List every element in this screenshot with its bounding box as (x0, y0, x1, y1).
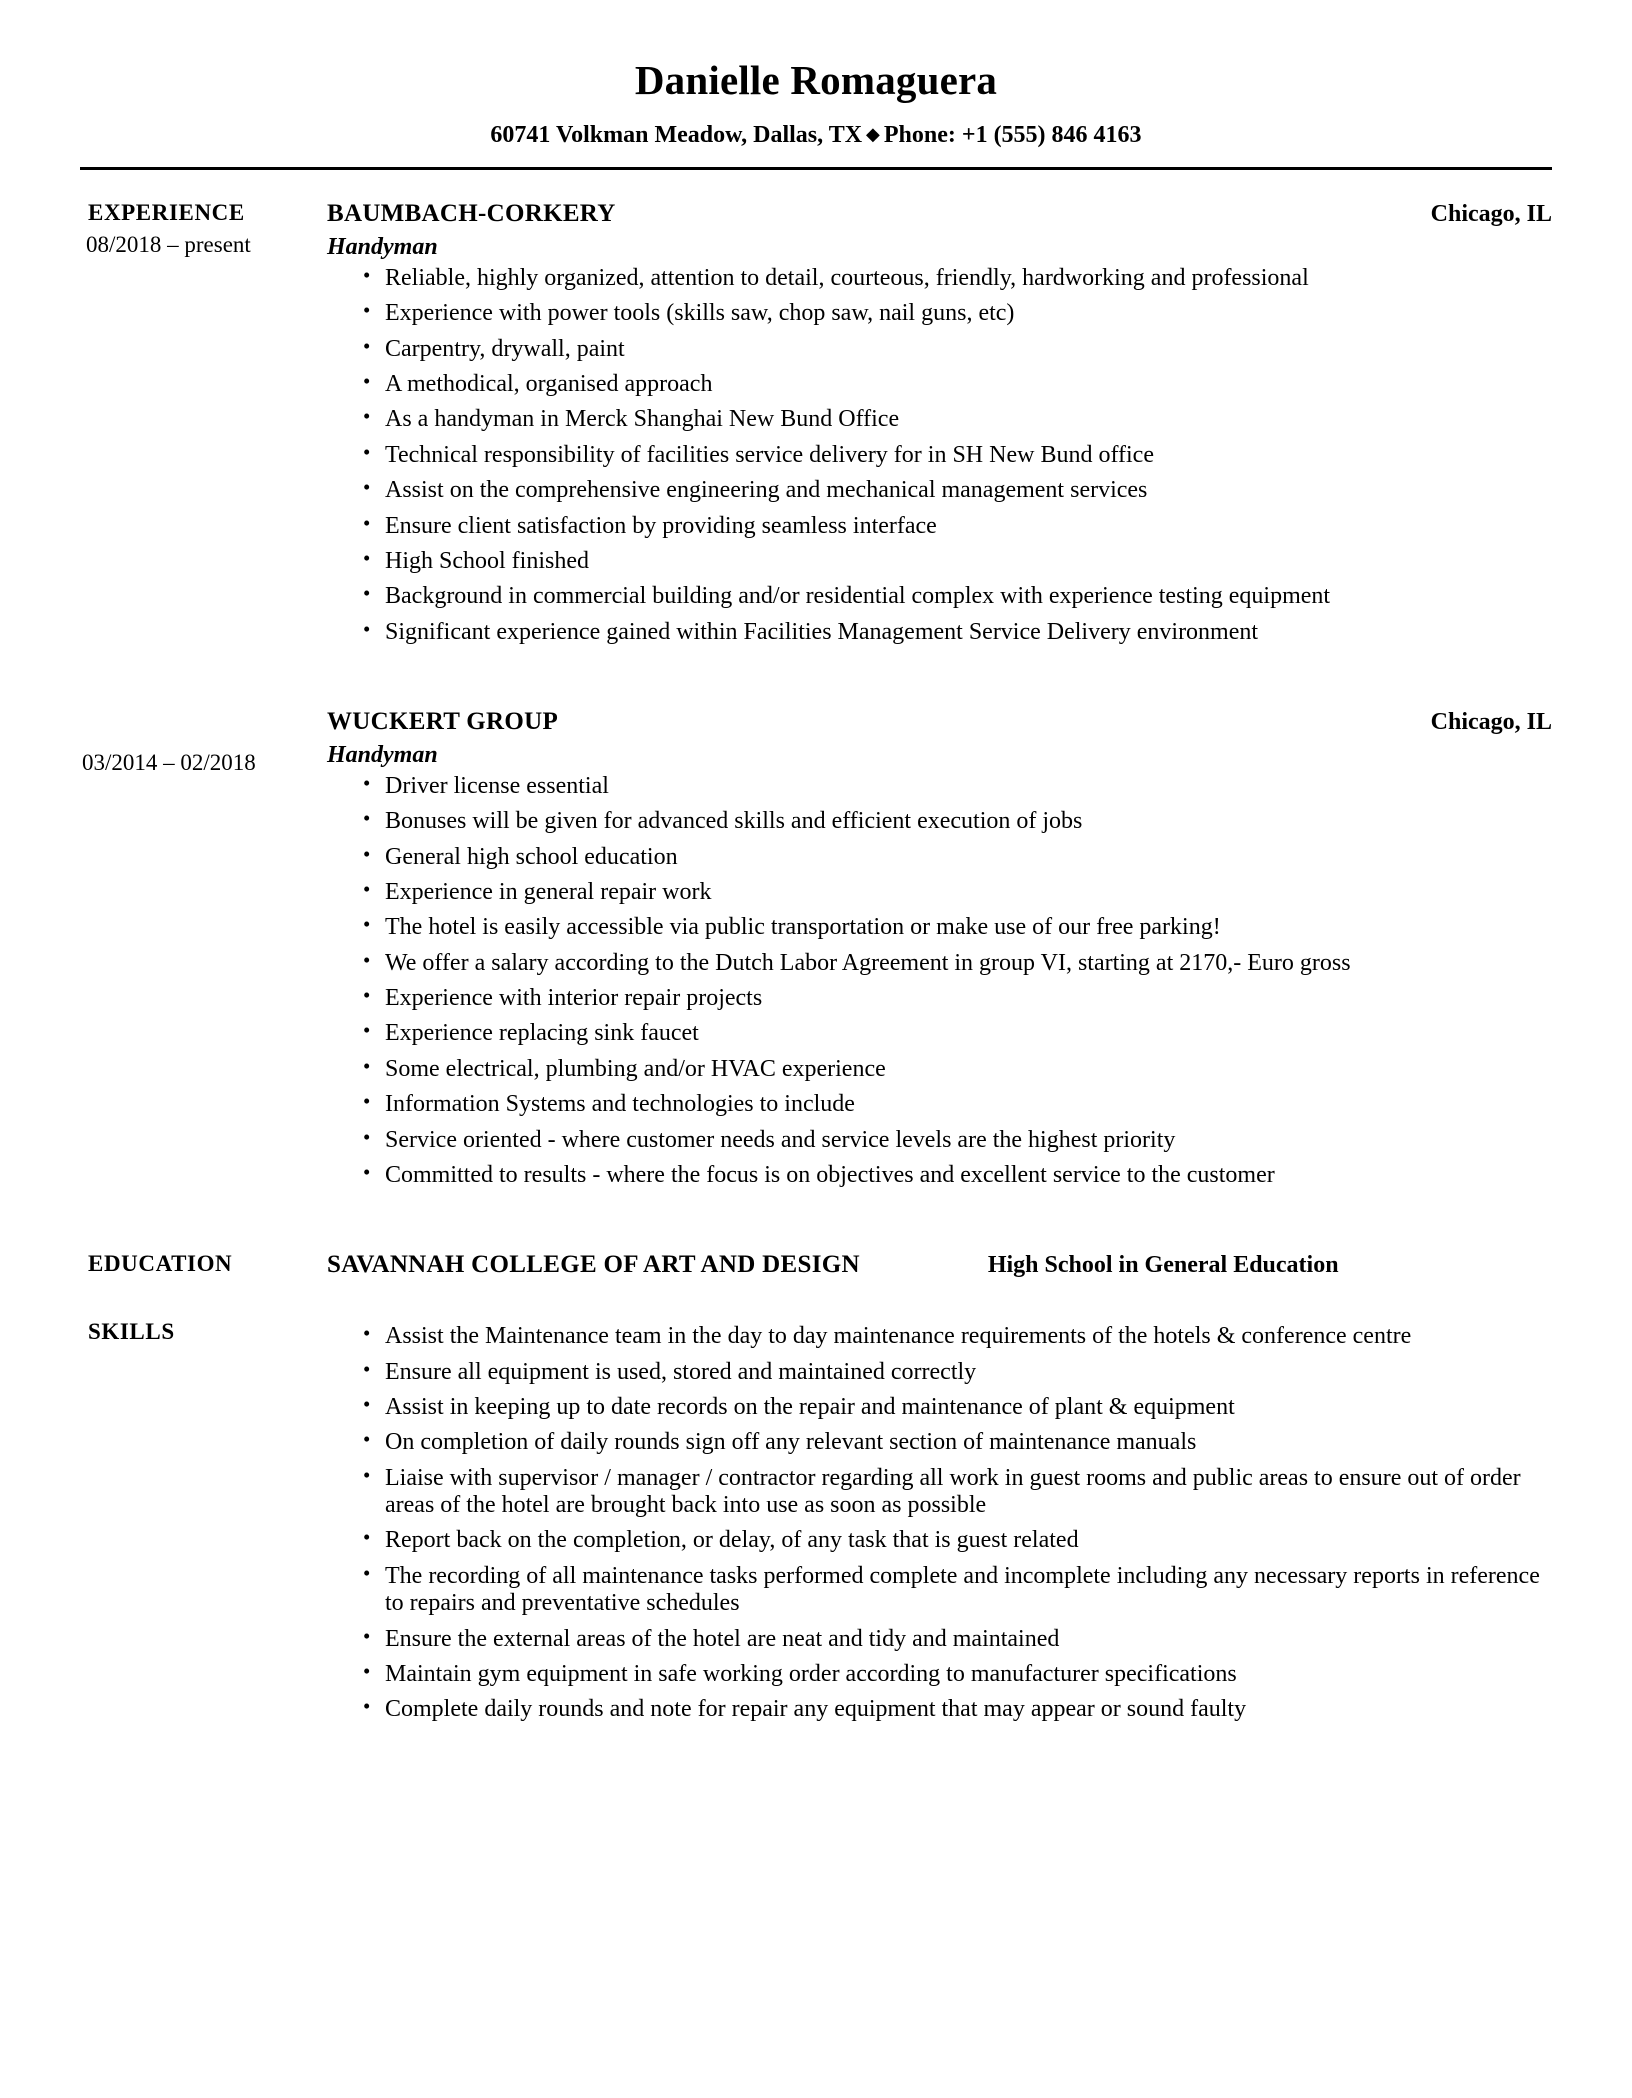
list-item: • Background in commercial building and/or residential complex with experience testing equipment (363, 583, 1560, 610)
header-divider (80, 167, 1552, 170)
list-item: • The recording of all maintenance tasks performed complete and incomplete including any necessary reports in reference to repairs and preventative schedules (363, 1563, 1560, 1618)
experience-location: Chicago, IL (1430, 201, 1552, 227)
skills-sidebar (72, 1319, 327, 1731)
list-item: • Service oriented - where customer needs and service levels are the highest priority (363, 1127, 1560, 1154)
section-label-education: EDUCATION (88, 1251, 233, 1277)
experience-dates: 08/2018 – present (86, 232, 251, 257)
list-item: • Carpentry, drywall, paint (363, 336, 1560, 363)
contact-line (72, 122, 1560, 149)
experience-header (327, 200, 1560, 228)
list-item: • Assist the Maintenance team in the day to day maintenance requirements of the hotels & conference centre (363, 1323, 1560, 1350)
list-item: • Experience with interior repair projects (363, 985, 1560, 1012)
education-header (327, 1251, 1560, 1279)
contact-separator-icon: ◆ (866, 124, 880, 144)
list-item: • Ensure client satisfaction by providing seamless interface (363, 513, 1560, 540)
list-item: • Ensure all equipment is used, stored and maintained correctly (363, 1359, 1560, 1386)
list-item: • Bonuses will be given for advanced skills and efficient execution of jobs (363, 808, 1560, 835)
skills-bullet-list (327, 1323, 1560, 1723)
list-item: • Experience in general repair work (363, 879, 1560, 906)
list-item: • We offer a salary according to the Dutch Labor Agreement in group VI, starting at 2170,- Euro gross (363, 950, 1560, 977)
list-item: • Maintain gym equipment in safe working order according to manufacturer specifications (363, 1661, 1560, 1688)
list-item: • Some electrical, plumbing and/or HVAC experience (363, 1056, 1560, 1083)
list-item: • Assist on the comprehensive engineering and mechanical management services (363, 477, 1560, 504)
experience-entry (327, 708, 1560, 1197)
list-item: • Committed to results - where the focus is on objectives and excellent service to the customer (363, 1162, 1560, 1189)
list-item: • Significant experience gained within Facilities Management Service Delivery environment (363, 619, 1560, 646)
list-item: • As a handyman in Merck Shanghai New Bund Office (363, 406, 1560, 433)
experience-section-second (72, 708, 1560, 1197)
experience-location: Chicago, IL (1430, 708, 1552, 735)
education-degree: High School in General Education (987, 1252, 1339, 1279)
section-spacer (72, 654, 1560, 708)
list-item: • Assist in keeping up to date records on the repair and maintenance of plant & equipment (363, 1394, 1560, 1421)
list-item: • Driver license essential (363, 773, 1560, 800)
section-spacer (72, 1197, 1560, 1251)
list-item: • Ensure the external areas of the hotel are neat and tidy and maintained (363, 1626, 1560, 1653)
experience-role: Handyman (327, 234, 438, 260)
list-item: • Report back on the completion, or delay, of any task that is guest related (363, 1527, 1560, 1554)
experience-section-first (72, 200, 1560, 654)
list-item: • Experience replacing sink faucet (363, 1020, 1560, 1047)
list-item: • High School finished (363, 548, 1560, 575)
list-item: • Complete daily rounds and note for repair any equipment that may appear or sound faulty (363, 1696, 1560, 1723)
list-item: • The hotel is easily accessible via public transportation or make use of our free parking! (363, 914, 1560, 941)
skills-section (72, 1319, 1560, 1731)
contact-phone: Phone: +1 (555) 846 4163 (883, 122, 1142, 148)
experience-sidebar (72, 200, 327, 654)
experience-bullet-list (327, 773, 1560, 1189)
page-title: Danielle Romaguera (634, 57, 998, 103)
education-sidebar (72, 1251, 327, 1279)
education-section (72, 1251, 1560, 1279)
contact-address: 60741 Volkman Meadow, Dallas, TX (490, 122, 863, 148)
education-entry (327, 1251, 1560, 1279)
experience-organization: WUCKERT GROUP (327, 707, 559, 735)
list-item: • Experience with power tools (skills saw, chop saw, nail guns, etc) (363, 300, 1560, 327)
list-item: • Liaise with supervisor / manager / contractor regarding all work in guest rooms and public areas to ensure out of order areas of the hotel are brought back into use as soon as possible (363, 1465, 1560, 1520)
list-item: • A methodical, organised approach (363, 371, 1560, 398)
experience-dates: 03/2014 – 02/2018 (82, 749, 256, 775)
education-school: SAVANNAH COLLEGE OF ART AND DESIGN (327, 1251, 860, 1279)
experience-bullet-list (327, 265, 1560, 646)
experience-role: Handyman (327, 741, 438, 768)
list-item: • General high school education (363, 844, 1560, 871)
list-item: • Information Systems and technologies to include (363, 1091, 1560, 1118)
section-spacer (72, 1279, 1560, 1319)
section-label-experience: EXPERIENCE (88, 200, 245, 225)
list-item: • On completion of daily rounds sign off any relevant section of maintenance manuals (363, 1429, 1560, 1456)
experience-header (327, 708, 1560, 736)
experience-organization: BAUMBACH-CORKERY (327, 200, 616, 227)
experience-entry (327, 200, 1560, 654)
experience-sidebar (72, 708, 327, 1197)
section-label-skills: SKILLS (88, 1319, 175, 1345)
skills-entry (327, 1319, 1560, 1731)
list-item: • Technical responsibility of facilities service delivery for in SH New Bund office (363, 442, 1560, 469)
list-item: • Reliable, highly organized, attention to detail, courteous, friendly, hardworking and professional (363, 265, 1560, 292)
